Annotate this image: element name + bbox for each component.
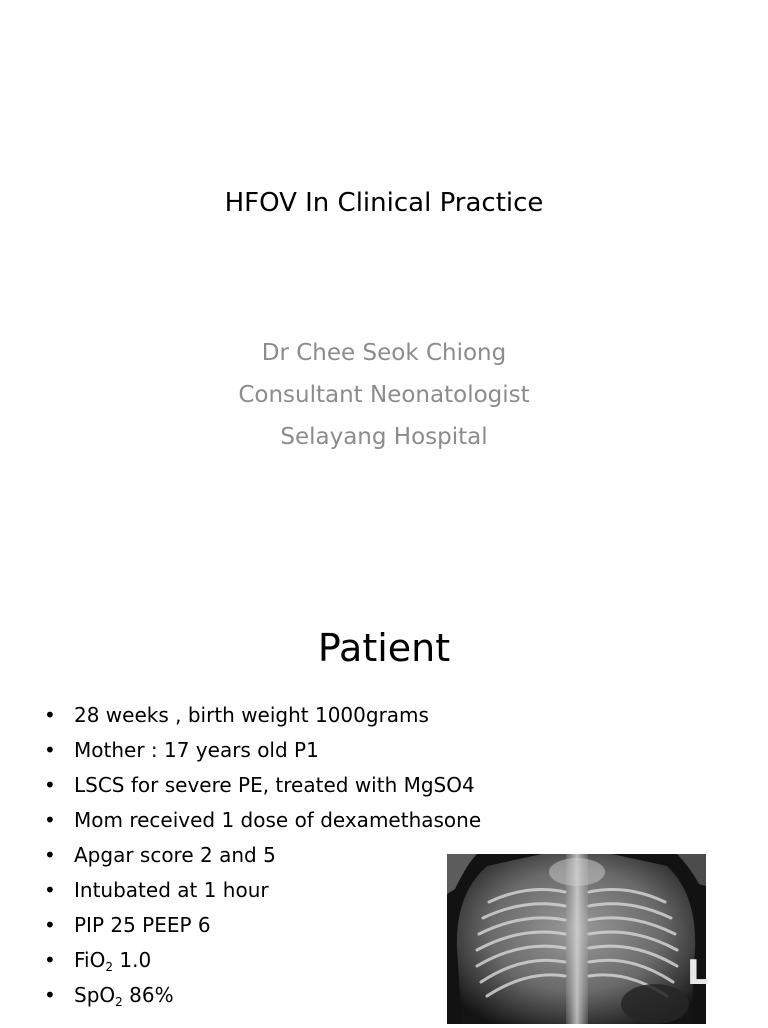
slide-subtitle	[0, 332, 768, 458]
presenter-name: Dr Chee Seok Chiong	[261, 340, 507, 366]
list-item: • FiO$_2$ 1.0	[0, 943, 520, 978]
bullet-icon: •	[44, 913, 56, 937]
chest-xray-image	[447, 854, 709, 1024]
bullet-icon: •	[44, 878, 56, 902]
list-item: • Intubated at 1 hour	[0, 873, 520, 908]
bullet-icon: •	[44, 983, 56, 1007]
bullet-icon: •	[44, 703, 56, 727]
bullet-icon: •	[44, 808, 56, 832]
xray-marker-label: L	[687, 953, 709, 993]
list-item: • Mom received 1 dose of dexamethasone	[0, 803, 520, 838]
presenter-hospital: Selayang Hospital	[280, 424, 488, 450]
list-item: • SpO$_2$ 86%	[0, 978, 520, 1013]
bullet-icon: •	[44, 773, 56, 797]
bullet-icon: •	[44, 948, 56, 972]
list-item: • 28 weeks , birth weight 1000grams	[0, 698, 520, 733]
list-item: • Mother : 17 years old P1	[0, 733, 520, 768]
list-item: • PIP 25 PEEP 6	[0, 908, 520, 943]
bullet-list	[0, 698, 520, 1013]
list-item: • LSCS for severe PE, treated with MgSO4	[0, 768, 520, 803]
slide-title: HFOV In Clinical Practice	[224, 188, 544, 218]
presenter-role: Consultant Neonatologist	[238, 382, 530, 408]
bullet-icon: •	[44, 843, 56, 867]
bullet-icon: •	[44, 738, 56, 762]
list-item: • Apgar score 2 and 5	[0, 838, 520, 873]
slide-title-patient: Patient	[317, 626, 451, 670]
slide-2	[0, 576, 768, 1024]
